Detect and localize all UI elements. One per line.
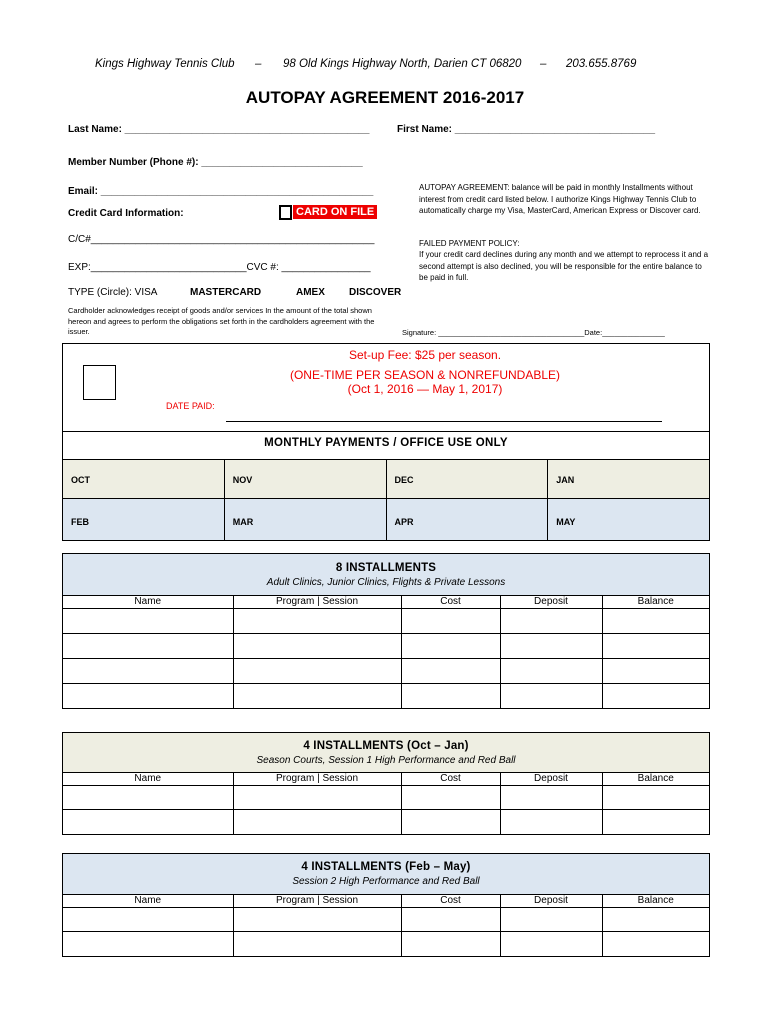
column-header: Cost (401, 895, 500, 908)
monthly-row (63, 460, 709, 499)
card-type-discover[interactable]: DISCOVER (349, 287, 402, 298)
installments-4a-header (63, 733, 709, 773)
table-cell[interactable] (63, 810, 233, 834)
table-cell[interactable] (401, 932, 500, 956)
installments-4b-table (62, 853, 710, 957)
table-cell[interactable] (63, 908, 233, 932)
signature-date-line[interactable]: Signature: ___________________________________Date:_______________ (402, 328, 665, 337)
table-cell[interactable] (63, 659, 233, 684)
installments-4a-subtitle: Season Courts, Session 1 High Performance and Red Ball (256, 755, 516, 766)
table-cell[interactable] (602, 932, 709, 956)
table-cell[interactable] (602, 786, 709, 810)
table-cell[interactable] (602, 684, 709, 708)
column-header: Cost (401, 596, 500, 609)
installments-8-grid (63, 596, 709, 708)
table-cell[interactable] (233, 908, 401, 932)
month-cell[interactable]: APR (387, 499, 549, 540)
column-header: Name (63, 773, 233, 786)
column-header: Balance (602, 773, 709, 786)
table-cell[interactable] (602, 810, 709, 834)
table-cell[interactable] (500, 684, 602, 708)
installments-4b-title: 4 INSTALLMENTS (Feb – May) (301, 861, 471, 873)
installments-8-header (63, 554, 709, 596)
table-cell[interactable] (500, 609, 602, 634)
table-cell[interactable] (63, 932, 233, 956)
card-on-file-label: CARD ON FILE (293, 205, 377, 219)
last-name-field[interactable]: Last Name: ____________________________________________ (68, 124, 370, 135)
column-header: Program | Session (233, 895, 401, 908)
installments-4a-grid (63, 773, 709, 834)
month-cell[interactable]: MAY (556, 517, 576, 527)
month-cell[interactable]: DEC (387, 460, 549, 498)
first-name-field[interactable]: First Name: ____________________________________ (397, 124, 656, 135)
email-field[interactable]: Email: _________________________________________________ (68, 186, 374, 197)
month-cell[interactable]: FEB (63, 499, 225, 540)
table-cell[interactable] (401, 609, 500, 634)
table-cell[interactable] (500, 908, 602, 932)
installments-4b-subtitle: Session 2 High Performance and Red Ball (292, 876, 480, 887)
document-title: AUTOPAY AGREEMENT 2016-2017 (245, 88, 525, 107)
table-cell[interactable] (602, 609, 709, 634)
card-type-label: TYPE (Circle): VISA (68, 287, 158, 298)
autopay-agreement-text: AUTOPAY AGREEMENT: balance will be paid in monthly Installments without interest from credit card listed below. I authorize Kings Highway Tennis Club to automatically charge my Visa, MasterCard, American Express or Discover card. (419, 183, 701, 215)
header-separator: – (540, 58, 547, 70)
table-cell[interactable] (401, 659, 500, 684)
card-on-file-checkbox[interactable] (279, 205, 292, 220)
table-cell[interactable] (500, 786, 602, 810)
month-cell[interactable]: MAR (225, 499, 387, 540)
table-cell[interactable] (500, 810, 602, 834)
table-cell[interactable] (63, 634, 233, 659)
column-header: Balance (602, 596, 709, 609)
table-cell[interactable] (233, 932, 401, 956)
monthly-payments-table (62, 431, 710, 541)
credit-card-info-label: Credit Card Information: (68, 208, 184, 219)
setup-dates-text: (Oct 1, 2016 — May 1, 2017) (347, 382, 503, 396)
table-cell[interactable] (602, 908, 709, 932)
column-header: Name (63, 895, 233, 908)
installments-4b-header (63, 854, 709, 895)
table-cell[interactable] (233, 659, 401, 684)
column-header: Balance (602, 895, 709, 908)
table-cell[interactable] (401, 634, 500, 659)
cc-number-field[interactable]: C/C#___________________________________________________ (68, 234, 375, 245)
column-header: Program | Session (233, 596, 401, 609)
header-separator: – (255, 58, 262, 70)
club-name: Kings Highway Tennis Club (95, 58, 235, 70)
month-cell[interactable]: JAN (556, 475, 575, 485)
exp-cvc-field[interactable]: EXP:____________________________CVC #: ________________ (68, 262, 371, 273)
installments-8-subtitle: Adult Clinics, Junior Clinics, Flights & Private Lessons (266, 577, 506, 588)
card-type-mastercard[interactable]: MASTERCARD (190, 287, 262, 298)
card-type-amex[interactable]: AMEX (296, 287, 325, 298)
table-cell[interactable] (602, 634, 709, 659)
setup-one-time-text: (ONE-TIME PER SEASON & NONREFUNDABLE) (289, 368, 561, 382)
table-cell[interactable] (401, 810, 500, 834)
table-cell[interactable] (233, 810, 401, 834)
column-header: Name (63, 596, 233, 609)
club-address: 98 Old Kings Highway North, Darien CT 06820 (283, 58, 522, 70)
table-cell[interactable] (500, 659, 602, 684)
club-phone: 203.655.8769 (566, 58, 637, 70)
table-cell[interactable] (401, 684, 500, 708)
month-cell[interactable]: NOV (225, 460, 387, 498)
member-number-field[interactable]: Member Number (Phone #): _____________________________ (68, 157, 363, 168)
table-cell[interactable] (233, 786, 401, 810)
table-cell[interactable] (401, 786, 500, 810)
table-cell[interactable] (63, 684, 233, 708)
table-cell[interactable] (63, 786, 233, 810)
monthly-payments-title: MONTHLY PAYMENTS / OFFICE USE ONLY (63, 432, 709, 460)
installments-8-title: 8 INSTALLMENTS (335, 562, 437, 574)
installments-4a-title: 4 INSTALLMENTS (Oct – Jan) (303, 740, 469, 752)
table-cell[interactable] (233, 609, 401, 634)
table-cell[interactable] (233, 634, 401, 659)
date-paid-line[interactable] (226, 421, 662, 422)
cardholder-acknowledgement: Cardholder acknowledges receipt of goods and/or services In the amount of the total shown hereon and agrees to perform the obligations set forth in the cardholders agreement with the issuer. (68, 306, 375, 336)
column-header: Deposit (500, 773, 602, 786)
column-header: Deposit (500, 596, 602, 609)
monthly-row (63, 499, 709, 540)
table-cell[interactable] (401, 908, 500, 932)
failed-policy-title: FAILED PAYMENT POLICY: (419, 239, 520, 248)
date-paid-label: DATE PAID: (166, 401, 215, 411)
setup-fee-text: Set-up Fee: $25 per season. (348, 348, 502, 362)
column-header: Program | Session (233, 773, 401, 786)
installments-8-table (62, 553, 710, 709)
column-header: Cost (401, 773, 500, 786)
column-header: Deposit (500, 895, 602, 908)
table-cell[interactable] (233, 684, 401, 708)
installments-4b-grid (63, 895, 709, 956)
failed-policy-text: If your credit card declines during any month and we attempt to reprocess it and a second attempt is also declined, you will be responsible for the entire balance to be paid in full. (419, 250, 709, 282)
table-cell[interactable] (602, 659, 709, 684)
month-cell[interactable]: OCT (63, 460, 225, 498)
table-cell[interactable] (63, 609, 233, 634)
table-cell[interactable] (500, 634, 602, 659)
table-cell[interactable] (500, 932, 602, 956)
installments-4a-table (62, 732, 710, 835)
